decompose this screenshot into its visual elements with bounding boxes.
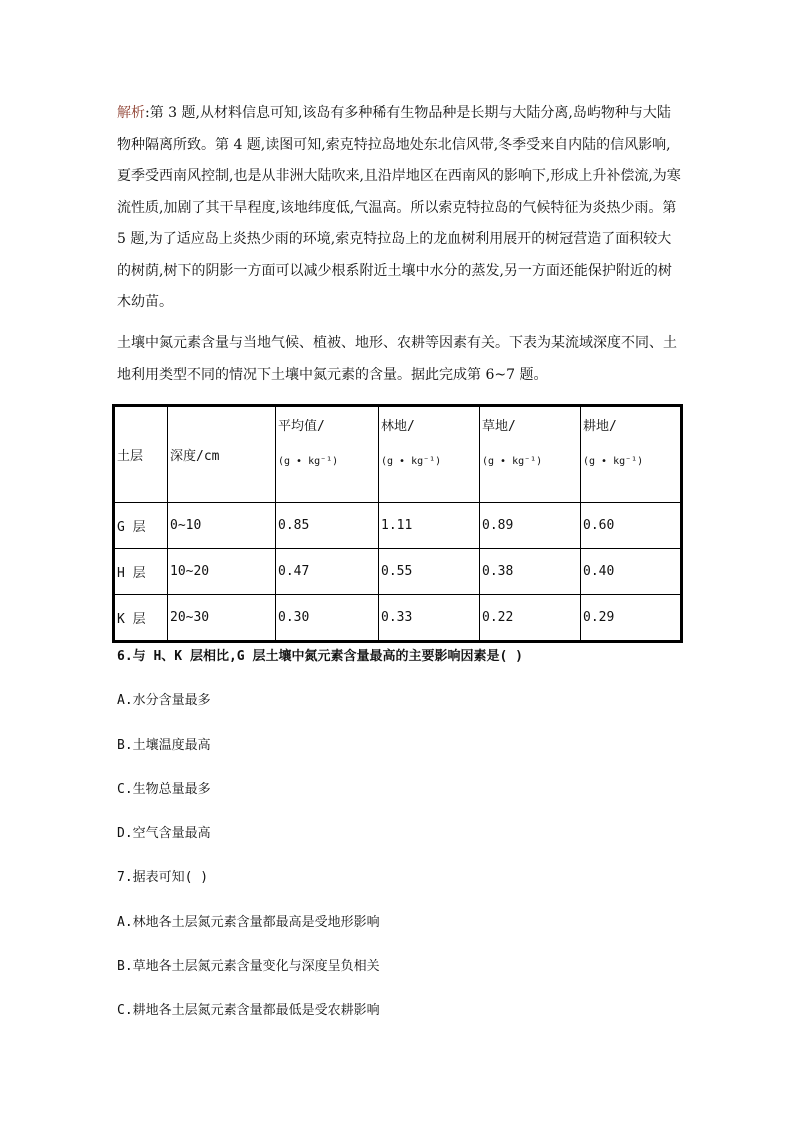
cell-depth: 0~10 — [168, 503, 276, 549]
analysis-paragraph — [117, 98, 682, 319]
cell-avg: 0.85 — [276, 503, 379, 549]
cell-forest: 0.55 — [379, 549, 480, 595]
cell-farm: 0.29 — [581, 595, 682, 642]
cell-farm: 0.60 — [581, 503, 682, 549]
cell-avg: 0.30 — [276, 595, 379, 642]
question-7-option-a: A.林地各土层氮元素含量都最高是受地形影响 — [117, 915, 380, 930]
analysis-text: :第 3 题,从材料信息可知,该岛有多种稀有生物品种是长期与大陆分离,岛屿物种与大陆物种隔离所致。第 4 题,读图可知,索克特拉岛地处东北信风带,冬季受来自内陆的信风影响,夏季受西南风控制,也是从非洲大陆吹来,且沿岸地区在西南风的影响下,形成上升补偿流,为寒流性质,加剧了其干旱程度,该地纬度低,气温高。所以索克特拉岛的气候特征为炎热少雨。第 5 题,为了适应岛上炎热少雨的环境,索克特拉岛上的龙血树利用展开的树冠营造了面积较大的树荫,树下的阴影一方面可以减少根系附近土壤中水分的蒸发,另一方面还能保护附近的树木幼苗。 — [117, 105, 681, 310]
cell-depth: 10~20 — [168, 549, 276, 595]
header-forest-unit: (g • kg⁻¹) — [381, 456, 442, 467]
nitrogen-table — [112, 404, 683, 643]
header-avg-label: 平均值/ — [278, 419, 325, 434]
cell-grass: 0.38 — [480, 549, 581, 595]
cell-grass: 0.89 — [480, 503, 581, 549]
cell-farm: 0.40 — [581, 549, 682, 595]
header-farm-unit: (g • kg⁻¹) — [583, 456, 644, 467]
header-farm-label: 耕地/ — [583, 419, 617, 434]
question-7-option-b: B.草地各土层氮元素含量变化与深度呈负相关 — [117, 959, 380, 974]
analysis-label: 解析 — [117, 105, 145, 121]
cell-forest: 1.11 — [379, 503, 480, 549]
question-7-stem: 7.据表可知( ) — [117, 870, 209, 885]
table-row — [114, 549, 682, 595]
header-grass-label: 草地/ — [482, 419, 516, 434]
header-layer: 土层 — [114, 406, 168, 503]
header-avg-unit: (g • kg⁻¹) — [278, 456, 339, 467]
header-farm — [581, 406, 682, 503]
header-depth: 深度/cm — [168, 406, 276, 503]
header-grass-unit: (g • kg⁻¹) — [482, 456, 543, 467]
cell-avg: 0.47 — [276, 549, 379, 595]
cell-layer: H 层 — [114, 549, 168, 595]
cell-layer: K 层 — [114, 595, 168, 642]
table-row — [114, 595, 682, 642]
header-avg — [276, 406, 379, 503]
question-6-option-b: B.土壤温度最高 — [117, 738, 211, 753]
question-7-option-c: C.耕地各土层氮元素含量都最低是受农耕影响 — [117, 1003, 380, 1018]
table-header-row — [114, 406, 682, 503]
table-row — [114, 503, 682, 549]
cell-layer: G 层 — [114, 503, 168, 549]
question-6-option-d: D.空气含量最高 — [117, 826, 211, 841]
question-6-option-a: A.水分含量最多 — [117, 693, 211, 708]
header-forest — [379, 406, 480, 503]
cell-depth: 20~30 — [168, 595, 276, 642]
header-forest-label: 林地/ — [381, 419, 415, 434]
cell-forest: 0.33 — [379, 595, 480, 642]
cell-grass: 0.22 — [480, 595, 581, 642]
question-6-stem: 6.与 H、K 层相比,G 层土壤中氮元素含量最高的主要影响因素是( ) — [117, 649, 523, 664]
question-6-option-c: C.生物总量最多 — [117, 782, 211, 797]
header-grass — [480, 406, 581, 503]
intro-paragraph: 土壤中氮元素含量与当地气候、植被、地形、农耕等因素有关。下表为某流域深度不同、土地利用类型不同的情况下土壤中氮元素的含量。据此完成第 6~7 题。 — [117, 335, 677, 383]
